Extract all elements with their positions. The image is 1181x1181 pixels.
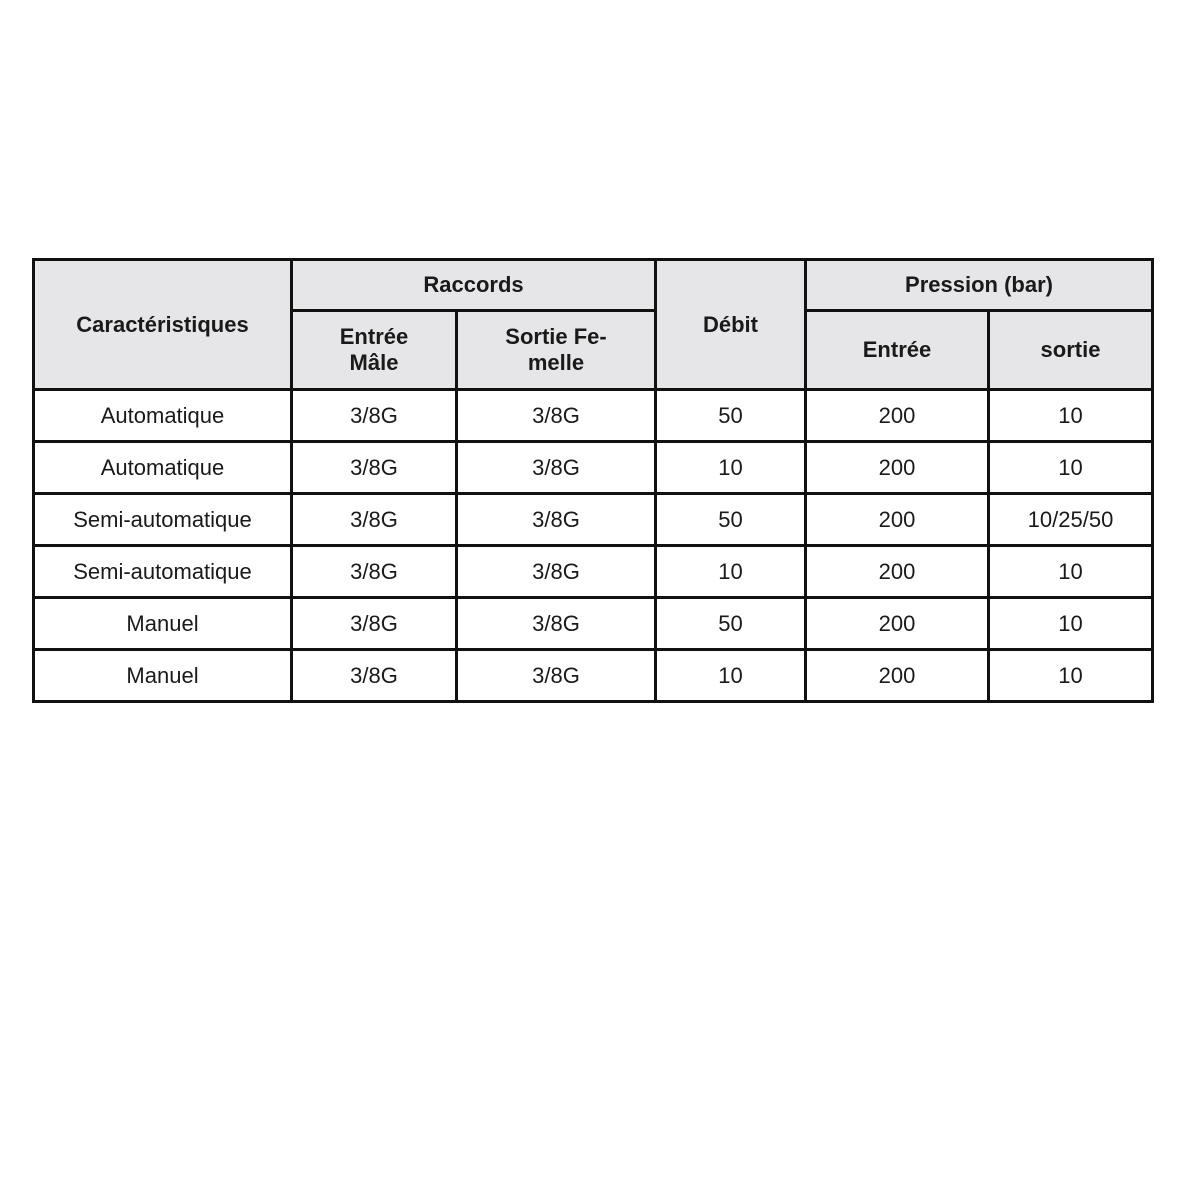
cell-pression-sortie: 10 <box>989 598 1153 650</box>
cell-sortie-femelle: 3/8G <box>457 442 656 494</box>
cell-debit: 10 <box>656 650 806 702</box>
cell-sortie-femelle: 3/8G <box>457 494 656 546</box>
cell-type: Semi-automatique <box>34 494 292 546</box>
cell-type: Manuel <box>34 650 292 702</box>
cell-pression-entree: 200 <box>806 390 989 442</box>
header-entree-male <box>292 311 457 390</box>
cell-pression-sortie: 10 <box>989 442 1153 494</box>
cell-pression-sortie: 10 <box>989 650 1153 702</box>
table-row <box>34 390 1153 442</box>
header-pression-entree: Entrée <box>806 311 989 390</box>
cell-sortie-femelle: 3/8G <box>457 390 656 442</box>
header-entree-male-line2: Mâle <box>349 350 399 375</box>
cell-pression-entree: 200 <box>806 650 989 702</box>
header-raccords: Raccords <box>292 260 656 311</box>
table-row <box>34 442 1153 494</box>
cell-sortie-femelle: 3/8G <box>457 598 656 650</box>
cell-pression-sortie: 10/25/50 <box>989 494 1153 546</box>
cell-entree-male: 3/8G <box>292 650 457 702</box>
table-row <box>34 650 1153 702</box>
cell-debit: 10 <box>656 442 806 494</box>
cell-pression-sortie: 10 <box>989 546 1153 598</box>
cell-entree-male: 3/8G <box>292 546 457 598</box>
cell-type: Semi-automatique <box>34 546 292 598</box>
cell-debit: 50 <box>656 494 806 546</box>
table-row <box>34 494 1153 546</box>
cell-debit: 10 <box>656 546 806 598</box>
specifications-table <box>32 258 1154 703</box>
cell-sortie-femelle: 3/8G <box>457 650 656 702</box>
cell-entree-male: 3/8G <box>292 598 457 650</box>
cell-entree-male: 3/8G <box>292 442 457 494</box>
header-sortie-femelle-line1: Sortie Fe- <box>505 324 607 349</box>
header-pression: Pression (bar) <box>806 260 1153 311</box>
header-entree-male-line1: Entrée <box>339 324 409 349</box>
cell-pression-sortie: 10 <box>989 390 1153 442</box>
table-row <box>34 546 1153 598</box>
cell-debit: 50 <box>656 598 806 650</box>
header-caracteristiques: Caractéristiques <box>34 260 292 390</box>
cell-sortie-femelle: 3/8G <box>457 546 656 598</box>
header-debit: Débit <box>656 260 806 390</box>
cell-pression-entree: 200 <box>806 598 989 650</box>
cell-entree-male: 3/8G <box>292 494 457 546</box>
cell-pression-entree: 200 <box>806 442 989 494</box>
header-pression-sortie: sortie <box>989 311 1153 390</box>
cell-pression-entree: 200 <box>806 494 989 546</box>
cell-type: Manuel <box>34 598 292 650</box>
cell-type: Automatique <box>34 390 292 442</box>
cell-debit: 50 <box>656 390 806 442</box>
header-sortie-femelle <box>457 311 656 390</box>
cell-type: Automatique <box>34 442 292 494</box>
cell-pression-entree: 200 <box>806 546 989 598</box>
table-row <box>34 598 1153 650</box>
header-sortie-femelle-line2: melle <box>527 350 585 375</box>
cell-entree-male: 3/8G <box>292 390 457 442</box>
